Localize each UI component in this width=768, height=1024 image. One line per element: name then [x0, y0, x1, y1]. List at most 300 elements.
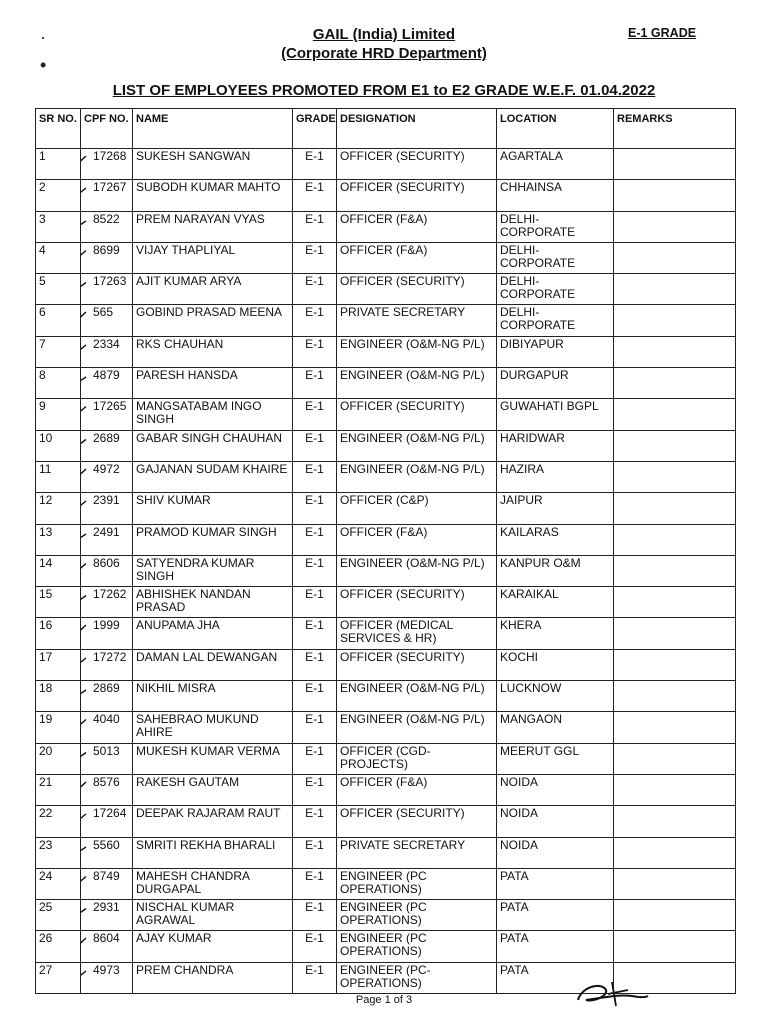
cell-cpf-no-text: 4972 — [93, 461, 120, 476]
table-row — [36, 743, 736, 774]
cell-name-text: DEEPAK RAJARAM RAUT — [136, 806, 281, 821]
cell-location-text: JAIPUR — [500, 493, 543, 508]
cell-name — [133, 618, 293, 649]
cell-designation — [337, 587, 497, 618]
cell-grade-text: E-1 — [305, 649, 324, 664]
cell-grade-text: E-1 — [305, 931, 324, 946]
cell-remarks — [614, 524, 736, 555]
cell-sr-no — [36, 806, 81, 837]
cell-designation — [337, 681, 497, 712]
cell-cpf-no — [81, 493, 133, 524]
cell-remarks — [614, 868, 736, 899]
employee-table — [35, 108, 736, 994]
cell-grade-text: E-1 — [305, 587, 324, 602]
cell-cpf-no-text: 1999 — [93, 618, 120, 633]
cell-remarks — [614, 461, 736, 492]
handwritten-tick-icon — [81, 621, 90, 641]
cell-grade-text: E-1 — [305, 461, 324, 476]
cell-designation-text: ENGINEER (PC OPERATIONS) — [340, 868, 427, 896]
cell-location — [497, 806, 614, 837]
cell-name-text: GABAR SINGH CHAUHAN — [136, 430, 283, 445]
cell-designation — [337, 305, 497, 336]
cell-sr-no — [36, 649, 81, 680]
cell-location — [497, 587, 614, 618]
cell-remarks — [614, 493, 736, 524]
cell-name — [133, 336, 293, 367]
cell-location-text: NOIDA — [500, 806, 539, 821]
cell-name — [133, 555, 293, 586]
cell-grade-text: E-1 — [305, 180, 324, 195]
cell-grade-text: E-1 — [305, 493, 324, 508]
department-name: (Corporate HRD Department) — [281, 45, 487, 62]
cell-cpf-no — [81, 962, 133, 993]
cell-designation — [337, 868, 497, 899]
cell-cpf-no-text: 17262 — [93, 587, 127, 602]
cell-location-text: MEERUT GGL — [500, 743, 580, 758]
cell-cpf-no — [81, 931, 133, 962]
cell-location — [497, 336, 614, 367]
column-header-name: NAME — [133, 109, 293, 149]
cell-sr-no-text: 6 — [39, 305, 46, 320]
cell-cpf-no-text: 2334 — [93, 336, 120, 351]
cell-remarks — [614, 587, 736, 618]
cell-designation-text: ENGINEER (O&M-NG P/L) — [340, 430, 485, 445]
handwritten-tick-icon — [81, 559, 90, 579]
cell-name-text: RAKESH GAUTAM — [136, 774, 240, 789]
cell-cpf-no — [81, 461, 133, 492]
cell-cpf-no — [81, 399, 133, 430]
table-row — [36, 618, 736, 649]
cell-name-text: GAJANAN SUDAM KHAIRE — [136, 461, 288, 476]
cell-grade-text: E-1 — [305, 837, 324, 852]
cell-grade — [293, 242, 337, 273]
cell-cpf-no — [81, 712, 133, 743]
cell-location — [497, 305, 614, 336]
cell-cpf-no — [81, 242, 133, 273]
cell-designation-text: OFFICER (F&A) — [340, 774, 428, 789]
cell-sr-no-text: 22 — [39, 806, 53, 821]
cell-name-text: AJIT KUMAR ARYA — [136, 274, 242, 289]
cell-location-text: PATA — [500, 900, 529, 915]
cell-location-text: DURGAPUR — [500, 368, 569, 383]
column-header-cpf-no: CPF NO. — [81, 109, 133, 149]
cell-name — [133, 242, 293, 273]
cell-grade — [293, 524, 337, 555]
cell-cpf-no — [81, 681, 133, 712]
cell-location — [497, 180, 614, 211]
cell-cpf-no-text: 17263 — [93, 274, 127, 289]
cell-location-text: DELHI-CORPORATE — [500, 211, 576, 239]
handwritten-tick-icon — [81, 277, 90, 297]
cell-sr-no — [36, 931, 81, 962]
cell-name — [133, 274, 293, 305]
cell-cpf-no-text: 17264 — [93, 806, 127, 821]
cell-name-text: SUKESH SANGWAN — [136, 149, 251, 163]
cell-location — [497, 681, 614, 712]
handwritten-tick-icon — [81, 809, 90, 829]
cell-sr-no — [36, 524, 81, 555]
cell-remarks — [614, 211, 736, 242]
cell-sr-no-text: 8 — [39, 368, 46, 383]
cell-designation — [337, 180, 497, 211]
cell-location — [497, 399, 614, 430]
cell-cpf-no — [81, 211, 133, 242]
cell-grade — [293, 868, 337, 899]
handwritten-tick-icon — [81, 684, 90, 704]
cell-sr-no — [36, 743, 81, 774]
cell-grade — [293, 149, 337, 180]
cell-designation-text: ENGINEER (O&M-NG P/L) — [340, 681, 485, 696]
cell-grade — [293, 774, 337, 805]
cell-designation-text: ENGINEER (O&M-NG P/L) — [340, 555, 485, 570]
cell-name-text: AJAY KUMAR — [136, 931, 212, 946]
table-row — [36, 493, 736, 524]
cell-name — [133, 430, 293, 461]
cell-name — [133, 774, 293, 805]
cell-designation — [337, 274, 497, 305]
cell-name-text: RKS CHAUHAN — [136, 336, 224, 351]
cell-sr-no-text: 9 — [39, 399, 46, 414]
cell-name-text: GOBIND PRASAD MEENA — [136, 305, 283, 320]
cell-cpf-no-text: 8576 — [93, 774, 120, 789]
cell-sr-no — [36, 712, 81, 743]
cell-sr-no — [36, 368, 81, 399]
cell-location-text: NOIDA — [500, 837, 539, 852]
cell-name — [133, 649, 293, 680]
cell-designation — [337, 837, 497, 868]
cell-remarks — [614, 712, 736, 743]
cell-cpf-no — [81, 806, 133, 837]
table-row — [36, 399, 736, 430]
handwritten-tick-icon — [81, 308, 90, 328]
table-row — [36, 149, 736, 180]
cell-sr-no-text: 11 — [39, 461, 52, 476]
cell-sr-no-text: 18 — [39, 681, 53, 696]
cell-cpf-no — [81, 618, 133, 649]
cell-cpf-no — [81, 649, 133, 680]
cell-cpf-no-text: 2689 — [93, 430, 120, 445]
cell-sr-no-text: 26 — [39, 931, 53, 946]
cell-name — [133, 743, 293, 774]
cell-name — [133, 806, 293, 837]
cell-sr-no-text: 4 — [39, 242, 46, 257]
cell-remarks — [614, 774, 736, 805]
cell-location — [497, 774, 614, 805]
table-row — [36, 524, 736, 555]
cell-cpf-no-text: 17267 — [93, 180, 127, 195]
cell-cpf-no — [81, 180, 133, 211]
cell-grade-text: E-1 — [305, 774, 324, 789]
page-number: Page 1 of 3 — [355, 994, 413, 1006]
cell-designation-text: OFFICER (C&P) — [340, 493, 429, 508]
cell-location-text: AGARTALA — [500, 149, 563, 163]
handwritten-tick-icon — [81, 778, 90, 798]
cell-grade — [293, 712, 337, 743]
cell-sr-no — [36, 461, 81, 492]
cell-designation — [337, 743, 497, 774]
cell-location — [497, 649, 614, 680]
table-row — [36, 274, 736, 305]
cell-remarks — [614, 900, 736, 931]
cell-cpf-no-text: 8699 — [93, 242, 120, 257]
cell-cpf-no-text: 4973 — [93, 962, 120, 977]
cell-cpf-no-text: 5560 — [93, 837, 120, 852]
cell-designation-text: OFFICER (SECURITY) — [340, 806, 465, 821]
cell-sr-no-text: 19 — [39, 712, 53, 727]
cell-location-text: GUWAHATI BGPL — [500, 399, 599, 414]
cell-designation — [337, 493, 497, 524]
cell-cpf-no-text: 17265 — [93, 399, 127, 414]
page-title: LIST OF EMPLOYEES PROMOTED FROM E1 to E2 GRADE W.E.F. 01.04.2022 — [112, 82, 656, 99]
cell-designation-text: ENGINEER (PC OPERATIONS) — [340, 931, 427, 959]
cell-location — [497, 149, 614, 180]
table-row — [36, 774, 736, 805]
cell-grade — [293, 555, 337, 586]
cell-cpf-no-text: 17272 — [93, 649, 127, 664]
cell-name-text: NIKHIL MISRA — [136, 681, 216, 696]
cell-cpf-no-text: 4879 — [93, 368, 120, 383]
table-row — [36, 211, 736, 242]
cell-designation — [337, 712, 497, 743]
table-row — [36, 305, 736, 336]
cell-remarks — [614, 430, 736, 461]
cell-grade-text: E-1 — [305, 900, 324, 915]
cell-location — [497, 430, 614, 461]
cell-designation-text: ENGINEER (O&M-NG P/L) — [340, 336, 485, 351]
cell-sr-no-text: 23 — [39, 837, 53, 852]
handwritten-tick-icon — [81, 246, 90, 266]
cell-cpf-no — [81, 524, 133, 555]
cell-sr-no — [36, 336, 81, 367]
table-row — [36, 368, 736, 399]
cell-cpf-no — [81, 430, 133, 461]
cell-sr-no — [36, 555, 81, 586]
cell-location-text: KANPUR O&M — [500, 555, 581, 570]
cell-sr-no-text: 2 — [39, 180, 46, 195]
cell-sr-no-text: 3 — [39, 211, 46, 226]
cell-name — [133, 149, 293, 180]
cell-location-text: DELHI-CORPORATE — [500, 274, 576, 302]
cell-name-text: MANGSATABAM INGO SINGH — [136, 399, 262, 427]
cell-grade — [293, 211, 337, 242]
handwritten-tick-icon — [81, 434, 90, 454]
cell-designation-text: PRIVATE SECRETARY — [340, 837, 466, 852]
cell-name-text: SUBODH KUMAR MAHTO — [136, 180, 281, 195]
cell-name — [133, 681, 293, 712]
cell-designation — [337, 524, 497, 555]
cell-designation — [337, 461, 497, 492]
cell-location-text: KAILARAS — [500, 524, 559, 539]
cell-sr-no — [36, 242, 81, 273]
cell-location-text: KARAIKAL — [500, 587, 559, 602]
cell-location-text: HARIDWAR — [500, 430, 565, 445]
cell-designation-text: ENGINEER (PC OPERATIONS) — [340, 900, 427, 928]
cell-cpf-no — [81, 368, 133, 399]
cell-sr-no — [36, 868, 81, 899]
cell-grade — [293, 900, 337, 931]
cell-location — [497, 837, 614, 868]
cell-name-text: PREM CHANDRA — [136, 962, 234, 977]
column-header-designation: DESIGNATION — [337, 109, 497, 149]
cell-sr-no-text: 5 — [39, 274, 46, 289]
handwritten-tick-icon — [81, 528, 90, 548]
handwritten-tick-icon — [81, 465, 90, 485]
cell-grade-text: E-1 — [305, 681, 324, 696]
cell-designation — [337, 962, 497, 993]
cell-remarks — [614, 274, 736, 305]
cell-grade — [293, 336, 337, 367]
cell-sr-no-text: 14 — [39, 555, 53, 570]
table-row — [36, 555, 736, 586]
cell-grade — [293, 399, 337, 430]
cell-location-text: PATA — [500, 962, 529, 977]
handwritten-tick-icon — [81, 496, 90, 516]
column-header-grade: GRADE — [293, 109, 337, 149]
cell-grade-text: E-1 — [305, 336, 324, 351]
cell-location-text: NOIDA — [500, 774, 539, 789]
cell-location-text: PATA — [500, 868, 529, 883]
cell-remarks — [614, 806, 736, 837]
cell-cpf-no — [81, 149, 133, 180]
cell-location-text: HAZIRA — [500, 461, 545, 476]
cell-location — [497, 712, 614, 743]
cell-grade-text: E-1 — [305, 242, 324, 257]
cell-grade-text: E-1 — [305, 555, 324, 570]
column-header-location: LOCATION — [497, 109, 614, 149]
cell-designation — [337, 368, 497, 399]
cell-cpf-no — [81, 900, 133, 931]
cell-name-text: SATYENDRA KUMAR SINGH — [136, 555, 255, 583]
cell-designation — [337, 900, 497, 931]
cell-designation — [337, 242, 497, 273]
cell-cpf-no-text: 2869 — [93, 681, 120, 696]
handwritten-tick-icon — [81, 841, 90, 861]
cell-designation — [337, 649, 497, 680]
cell-location — [497, 524, 614, 555]
cell-designation — [337, 399, 497, 430]
cell-name — [133, 837, 293, 868]
cell-grade-text: E-1 — [305, 430, 324, 445]
cell-location — [497, 618, 614, 649]
handwritten-tick-icon — [81, 653, 90, 673]
table-row — [36, 430, 736, 461]
cell-grade-text: E-1 — [305, 806, 324, 821]
cell-location — [497, 900, 614, 931]
cell-designation-text: OFFICER (SECURITY) — [340, 149, 465, 163]
cell-cpf-no-text: 2491 — [93, 524, 120, 539]
cell-location — [497, 868, 614, 899]
cell-name — [133, 962, 293, 993]
table-row — [36, 806, 736, 837]
cell-remarks — [614, 368, 736, 399]
cell-name — [133, 399, 293, 430]
cell-designation-text: ENGINEER (O&M-NG P/L) — [340, 368, 485, 383]
cell-grade — [293, 274, 337, 305]
cell-grade-text: E-1 — [305, 524, 324, 539]
cell-grade-text: E-1 — [305, 868, 324, 883]
cell-sr-no — [36, 900, 81, 931]
cell-designation-text: OFFICER (SECURITY) — [340, 180, 465, 195]
cell-name — [133, 461, 293, 492]
cell-location-text: MANGAON — [500, 712, 563, 727]
stray-dot: • — [40, 55, 47, 75]
cell-remarks — [614, 399, 736, 430]
cell-sr-no — [36, 149, 81, 180]
cell-cpf-no — [81, 837, 133, 868]
cell-cpf-no — [81, 305, 133, 336]
cell-name-text: PRAMOD KUMAR SINGH — [136, 524, 277, 539]
cell-name-text: ABHISHEK NANDAN PRASAD — [136, 587, 251, 615]
table-row — [36, 242, 736, 273]
cell-designation-text: ENGINEER (O&M-NG P/L) — [340, 712, 485, 727]
cell-grade-text: E-1 — [305, 743, 324, 758]
cell-sr-no — [36, 430, 81, 461]
column-header-sr-no: SR NO. — [36, 109, 81, 149]
cell-sr-no — [36, 274, 81, 305]
cell-cpf-no — [81, 774, 133, 805]
cell-remarks — [614, 242, 736, 273]
cell-name — [133, 900, 293, 931]
table-body — [36, 149, 736, 994]
cell-cpf-no — [81, 587, 133, 618]
cell-grade — [293, 681, 337, 712]
cell-cpf-no-text: 4040 — [93, 712, 120, 727]
cell-designation-text: OFFICER (MEDICAL SERVICES & HR) — [340, 618, 453, 646]
cell-location-text: KHERA — [500, 618, 542, 633]
cell-name — [133, 868, 293, 899]
handwritten-tick-icon — [81, 215, 90, 235]
cell-designation-text: OFFICER (SECURITY) — [340, 587, 465, 602]
table-row — [36, 180, 736, 211]
cell-remarks — [614, 149, 736, 180]
cell-cpf-no-text: 5013 — [93, 743, 120, 758]
stray-dot: · — [40, 27, 46, 47]
handwritten-tick-icon — [81, 903, 90, 923]
cell-grade — [293, 743, 337, 774]
table-row — [36, 837, 736, 868]
cell-remarks — [614, 681, 736, 712]
cell-location-text: CHHAINSA — [500, 180, 563, 195]
cell-designation-text: PRIVATE SECRETARY — [340, 305, 466, 320]
cell-grade-text: E-1 — [305, 962, 324, 977]
cell-sr-no — [36, 774, 81, 805]
cell-grade — [293, 430, 337, 461]
handwritten-tick-icon — [81, 934, 90, 954]
cell-location-text: KOCHI — [500, 649, 539, 664]
cell-grade-text: E-1 — [305, 399, 324, 414]
cell-name-text: SHIV KUMAR — [136, 493, 211, 508]
cell-name — [133, 712, 293, 743]
cell-grade — [293, 931, 337, 962]
cell-remarks — [614, 649, 736, 680]
cell-grade-text: E-1 — [305, 368, 324, 383]
org-name: GAIL (India) Limited — [312, 26, 456, 43]
table-row — [36, 649, 736, 680]
cell-name-text: SMRITI REKHA BHARALI — [136, 837, 276, 852]
cell-name — [133, 180, 293, 211]
cell-grade-text: E-1 — [305, 149, 324, 163]
cell-sr-no-text: 27 — [39, 962, 53, 977]
cell-name-text: PREM NARAYAN VYAS — [136, 211, 265, 226]
cell-location-text: PATA — [500, 931, 529, 946]
cell-remarks — [614, 305, 736, 336]
cell-location — [497, 211, 614, 242]
cell-designation-text: OFFICER (SECURITY) — [340, 649, 465, 664]
cell-name — [133, 493, 293, 524]
cell-designation — [337, 774, 497, 805]
cell-sr-no-text: 21 — [39, 774, 53, 789]
cell-remarks — [614, 743, 736, 774]
